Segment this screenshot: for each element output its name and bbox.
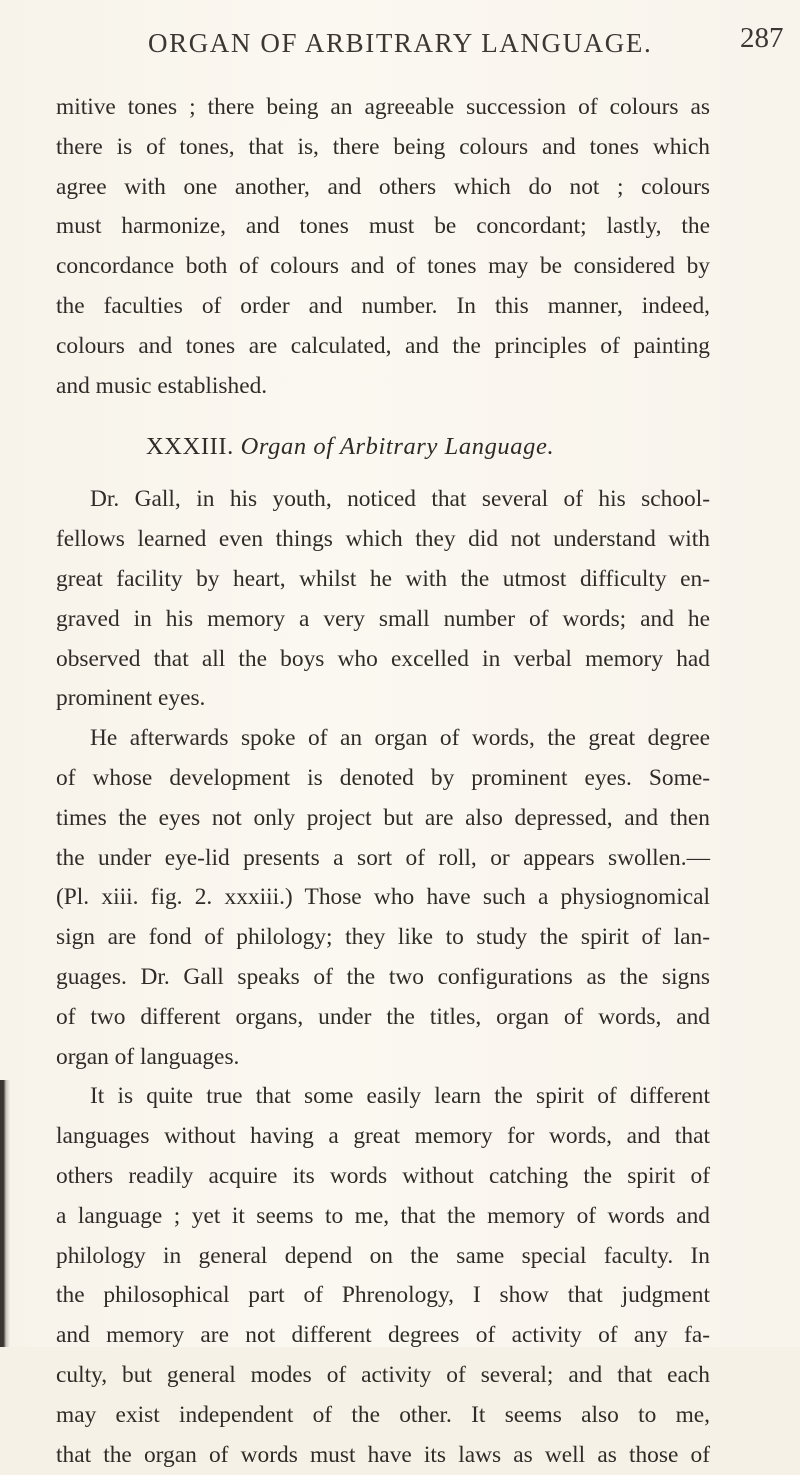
text-line: He afterwards spoke of an organ of words, the great degree [56, 719, 710, 759]
text-line: (Pl. xiii. fig. 2. xxxiii.) Those who have such a physiognomical [56, 878, 710, 918]
binding-shadow [0, 1080, 10, 1347]
text-line: concordance both of colours and of tones may be considered by [56, 247, 710, 287]
text-line: of whose development is denoted by prominent eyes. Some- [56, 759, 710, 799]
text-line: graved in his memory a very small number of words; and he [56, 600, 710, 640]
text-line: a language ; yet it seems to me, that the memory of words and [56, 1197, 710, 1237]
text-line: colours and tones are calculated, and the principles of painting [56, 327, 710, 367]
text-line: mitive tones ; there being an agreeable succession of colours as [56, 88, 710, 128]
text-line: sign are fond of philology; they like to study the spirit of lan- [56, 918, 710, 958]
text-line: organ of languages. [56, 1038, 710, 1078]
text-line: may exist independent of the other. It seems also to me, [56, 1396, 710, 1436]
text-line: fellows learned even things which they did not understand with [56, 520, 710, 560]
text-line: great facility by heart, whilst he with the utmost difficulty en- [56, 560, 710, 600]
text-line: that the organ of words must have its laws as well as those of [56, 1436, 710, 1475]
text-line: and memory are not different degrees of activity of any fa- [56, 1316, 710, 1356]
section-heading [56, 426, 710, 468]
text-line: others readily acquire its words without catching the spirit of [56, 1157, 710, 1197]
body-text [56, 88, 710, 1475]
text-line: It is quite true that some easily learn the spirit of different [56, 1077, 710, 1117]
text-line: observed that all the boys who excelled in verbal memory had [56, 640, 710, 680]
section-title: Organ of Arbitrary Language. [241, 433, 555, 460]
text-line: culty, but general modes of activity of several; and that each [56, 1356, 710, 1396]
running-head: ORGAN OF ARBITRARY LANGUAGE. [148, 28, 578, 68]
text-line: philology in general depend on the same special faculty. In [56, 1237, 710, 1277]
text-line: of two different organs, under the titles, organ of words, and [56, 998, 710, 1038]
text-line: agree with one another, and others which do not ; colours [56, 168, 710, 208]
text-line: Dr. Gall, in his youth, noticed that several of his school- [56, 480, 710, 520]
text-line: prominent eyes. [56, 679, 710, 719]
text-line: there is of tones, that is, there being colours and tones which [56, 128, 710, 168]
section-number: XXXIII. [146, 433, 234, 460]
text-line: the faculties of order and number. In this manner, indeed, [56, 287, 710, 327]
text-line: the philosophical part of Phrenology, I show that judgment [56, 1276, 710, 1316]
text-line: times the eyes not only project but are also depressed, and then [56, 799, 710, 839]
text-line: guages. Dr. Gall speaks of the two configurations as the signs [56, 958, 710, 998]
text-line: and music established. [56, 367, 710, 407]
text-line: must harmonize, and tones must be concordant; lastly, the [56, 207, 710, 247]
text-line: the under eye-lid presents a sort of roll, or appears swollen.— [56, 839, 710, 879]
page-number: 287 [740, 22, 800, 62]
text-line: languages without having a great memory for words, and that [56, 1117, 710, 1157]
